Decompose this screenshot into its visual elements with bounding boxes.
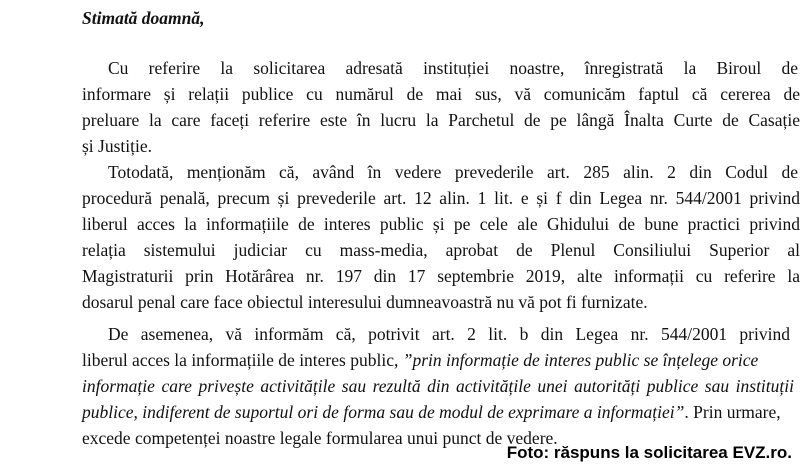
p1-line-4: și Justiție. [82, 136, 153, 156]
p3-line-2-plain: liberul acces la informațiile de interes public, [82, 350, 403, 370]
p3-line-3 [82, 376, 794, 396]
p3-quote-start: ”prin informație de interes public se înțelege orice [402, 350, 759, 370]
p3-line-4-plain: . Prin urmare, [684, 402, 781, 422]
p3-line-1: De asemenea, vă informăm că, potrivit art. 2 lit. b din Legea nr. 544/2001 privind [108, 324, 790, 344]
p3-line-5: excede competenței noastre legale formularea unui punct de vedere. [82, 428, 558, 448]
p3-line-4 [82, 402, 800, 422]
p1-line-3: preluare la care faceți referire este în lucru la Parchetul de pe lângă Înalta Curte de Casație [82, 110, 800, 130]
p3-line-2 [82, 350, 800, 370]
p2-line-5: Magistraturii prin Hotărârea nr. 197 din 17 septembrie 2019, alte informații cu referire la [82, 266, 800, 286]
p3-quote-middle: informație care privește activitățile sau rezultă din activitățile unei autorități publice sau instituții [82, 376, 794, 396]
p2-line-3: liberul acces la informațiile de interes public și pe cele ale Ghidului de bune practici privind [82, 214, 800, 234]
greeting: Stimată doamnă, [82, 8, 205, 28]
p2-line-2: procedură penală, precum și prevederile art. 12 alin. 1 lit. e și f din Legea nr. 544/2001 privind [82, 188, 800, 208]
p1-line-1: Cu referire la solicitarea adresată instituției noastre, înregistrată la Biroul de [108, 58, 798, 78]
p2-line-4: relația sistemului judiciar cu mass-media, aprobat de Plenul Consiliului Superior al [82, 240, 800, 260]
p1-line-2: informare și relații publice cu numărul de mai sus, vă comunicăm faptul că cererea de [82, 84, 800, 104]
p2-line-1: Totodată, menționăm că, având în vedere prevederile art. 285 alin. 2 din Codul de [108, 162, 798, 182]
p3-quote-end: publice, indiferent de suportul ori de forma sau de modul de exprimare a informației” [82, 402, 685, 422]
p2-line-6: dosarul penal care face obiectul interesului dumneavoastră nu vă pot fi furnizate. [82, 292, 648, 312]
photo-caption: Foto: răspuns la solicitarea EVZ.ro. [506, 443, 792, 462]
